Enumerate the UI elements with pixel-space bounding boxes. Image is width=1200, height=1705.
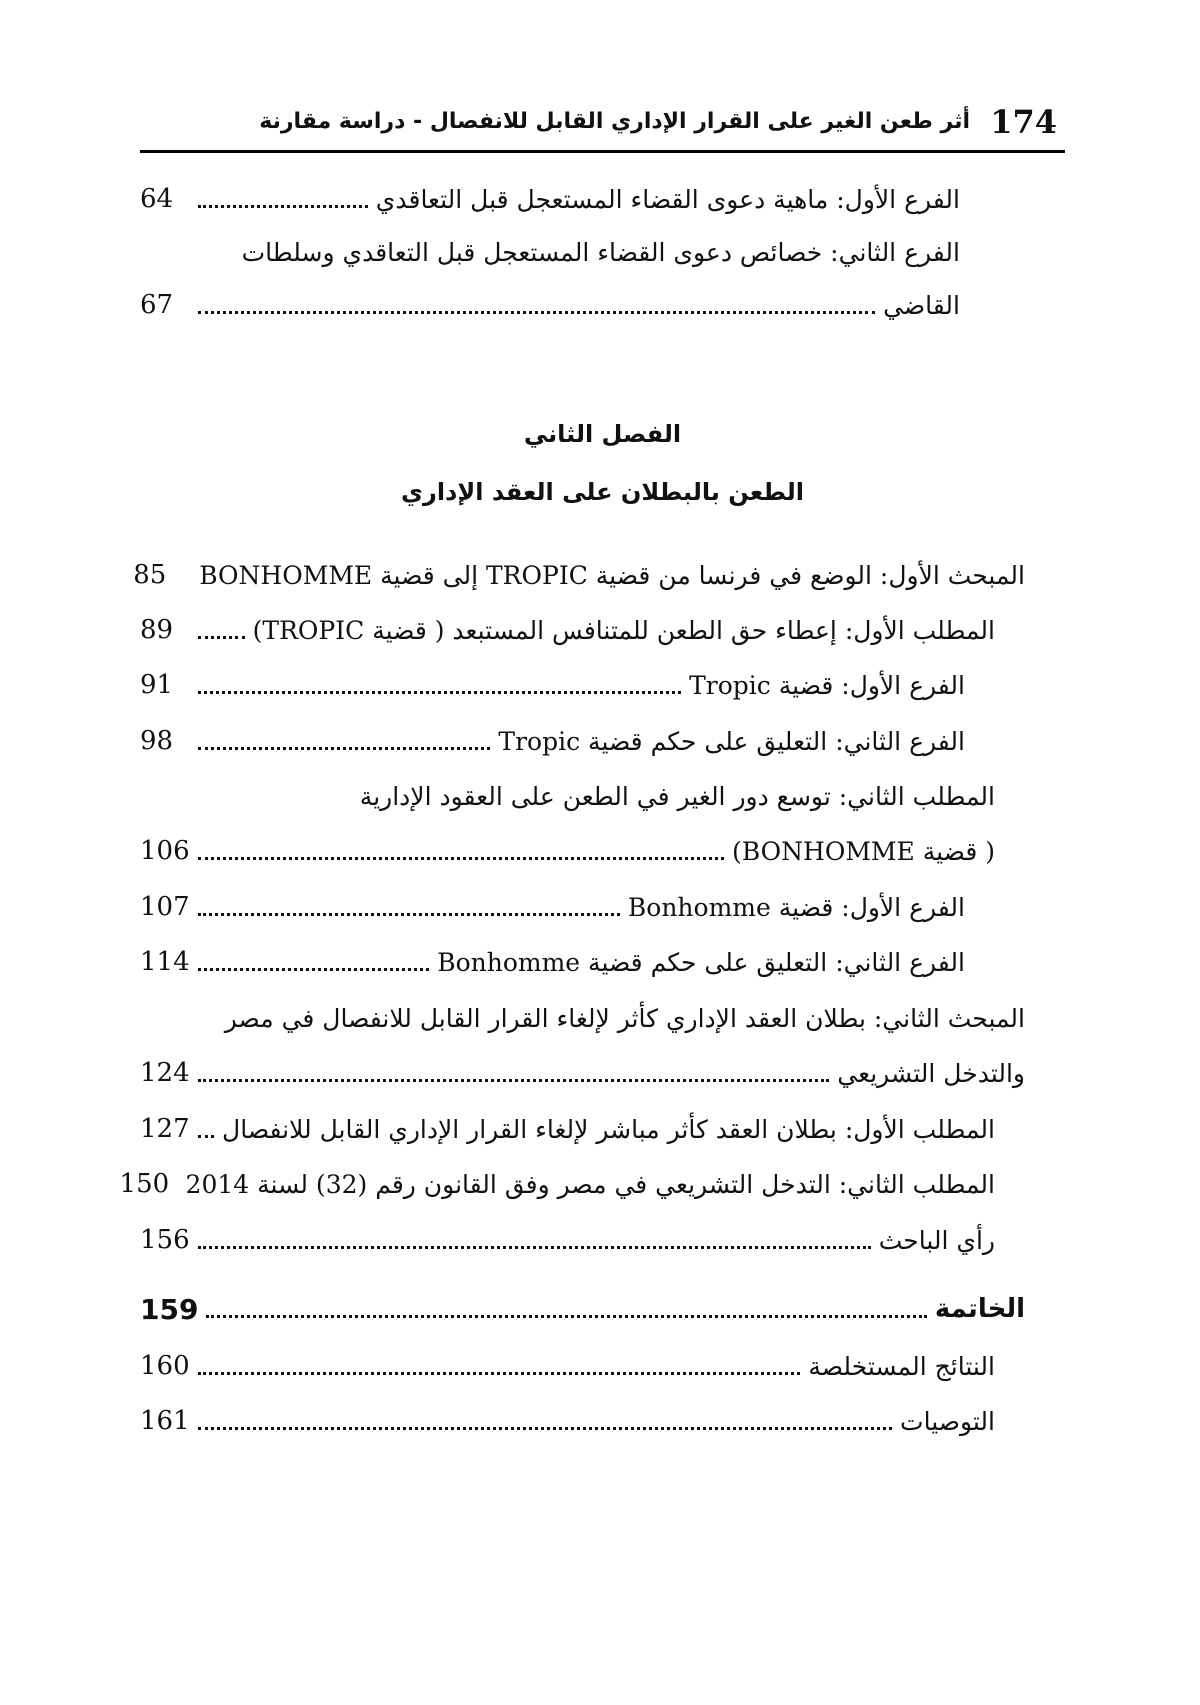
- chapter-title: الفصل الثاني: [523, 420, 682, 448]
- toc-entry-page: 159: [140, 1292, 199, 1326]
- leader-dots: [198, 1079, 829, 1082]
- leader-dots: [198, 1427, 892, 1430]
- toc-entry: [140, 884, 965, 930]
- toc-entry-page: 107: [140, 892, 190, 922]
- chapter-subtitle: الطعن بالبطلان على العقد الإداري: [401, 478, 804, 506]
- toc-entry-page: 150: [119, 1169, 170, 1199]
- header-divider: [140, 150, 1065, 153]
- leader-dots: [198, 311, 875, 314]
- running-header: [140, 98, 1065, 146]
- toc-entry-page: 156: [140, 1225, 190, 1255]
- toc-entry-label: الفرع الثاني: التعليق على حكم قضية Tropic: [498, 726, 965, 756]
- leader-dots: [198, 636, 245, 639]
- toc-entry-label: المطلب الثاني: توسع دور الغير في الطعن على العقود الإدارية: [359, 781, 995, 811]
- toc-entry: [140, 828, 995, 874]
- toc-entry-label: المبحث الأول: الوضع في فرنسا من قضية TROPIC إلى قضية BONHOMME: [199, 560, 1025, 590]
- leader-dots: [198, 205, 368, 208]
- toc-entry: [140, 1398, 995, 1444]
- toc-entry-page: 114: [140, 947, 190, 977]
- book-title: أثر طعن الغير على القرار الإداري القابل للانفصال - دراسة مقارنة: [259, 109, 970, 134]
- toc-entry-label: الفرع الأول: قضية Tropic: [689, 670, 965, 700]
- toc-entry: [140, 662, 965, 708]
- toc-entry-label: المطلب الثاني: التدخل التشريعي في مصر وفق القانون رقم (32) لسنة 2014: [185, 1169, 995, 1199]
- toc-entry-label: المطلب الأول: إعطاء حق الطعن للمتنافس المستبعد ( قضية TROPIC): [252, 615, 995, 645]
- toc-entry: [140, 718, 965, 764]
- toc-entry: [140, 1050, 1025, 1096]
- toc-entry-label: القاضي: [883, 290, 960, 320]
- toc-entry-page: 64: [140, 184, 174, 214]
- toc-entry-label: الفرع الأول: قضية Bonhomme: [627, 892, 965, 922]
- toc-entry: [140, 1106, 995, 1152]
- toc-entry-page: 161: [140, 1406, 190, 1436]
- toc-entry-label: المبحث الثاني: بطلان العقد الإداري كأثر لإلغاء القرار القابل للانفصال في مصر: [224, 1003, 1025, 1033]
- toc-entry: [140, 939, 965, 985]
- toc-entry-label: الفرع الثاني: التعليق على حكم قضية Bonhomme: [437, 947, 965, 977]
- leader-dots: [198, 691, 681, 694]
- toc-entry-page: 85: [133, 560, 167, 590]
- toc-entry-page: 124: [140, 1058, 190, 1088]
- page-number: 174: [990, 103, 1057, 141]
- leader-dots: [206, 1315, 926, 1318]
- toc-entry-label: الفرع الأول: ماهية دعوى القضاء المستعجل قبل التعاقدي: [375, 184, 960, 214]
- leader-dots: [198, 1372, 800, 1375]
- leader-dots: [198, 913, 620, 916]
- toc-entry-label: الفرع الثاني: خصائص دعوى القضاء المستعجل قبل التعاقدي وسلطات: [241, 237, 960, 267]
- leader-dots: [198, 1246, 871, 1249]
- toc-entry: [133, 552, 1025, 598]
- toc-entry: [140, 773, 995, 819]
- toc-entry-label: والتدخل التشريعي: [837, 1058, 1025, 1088]
- toc-entry-page: 106: [140, 836, 190, 866]
- toc-entry-label: المطلب الأول: بطلان العقد كأثر مباشر لإلغاء القرار الإداري القابل للانفصال: [222, 1114, 995, 1144]
- toc-entry: [140, 1217, 995, 1263]
- leader-dots: [198, 857, 724, 860]
- toc-entry: [140, 607, 995, 653]
- toc-entry-label: رأي الباحث: [878, 1225, 995, 1255]
- toc-entry-label: ( قضية BONHOMME): [732, 836, 995, 866]
- leader-dots: [198, 1135, 214, 1138]
- toc-entry-page: 67: [140, 290, 174, 320]
- toc-entry-page: 160: [140, 1351, 190, 1381]
- toc-entry-page: 127: [140, 1114, 190, 1144]
- leader-dots: [198, 747, 490, 750]
- leader-dots: [198, 968, 429, 971]
- toc-entry-label: التوصيات: [900, 1406, 995, 1436]
- toc-entry: [140, 1343, 995, 1389]
- toc-entry: [119, 1161, 995, 1207]
- toc-entry: [140, 229, 960, 275]
- toc-entry-page: 91: [140, 670, 174, 700]
- toc-entry: [140, 282, 960, 328]
- toc-entry-conclusion: [140, 1286, 1025, 1332]
- toc-entry-page: 89: [140, 615, 174, 645]
- toc-entry-label: الخاتمة: [934, 1294, 1025, 1324]
- toc-entry-page: 98: [140, 726, 174, 756]
- toc-entry: [140, 995, 1025, 1041]
- toc-entry: [140, 176, 960, 222]
- toc-entry-label: النتائج المستخلصة: [808, 1351, 995, 1381]
